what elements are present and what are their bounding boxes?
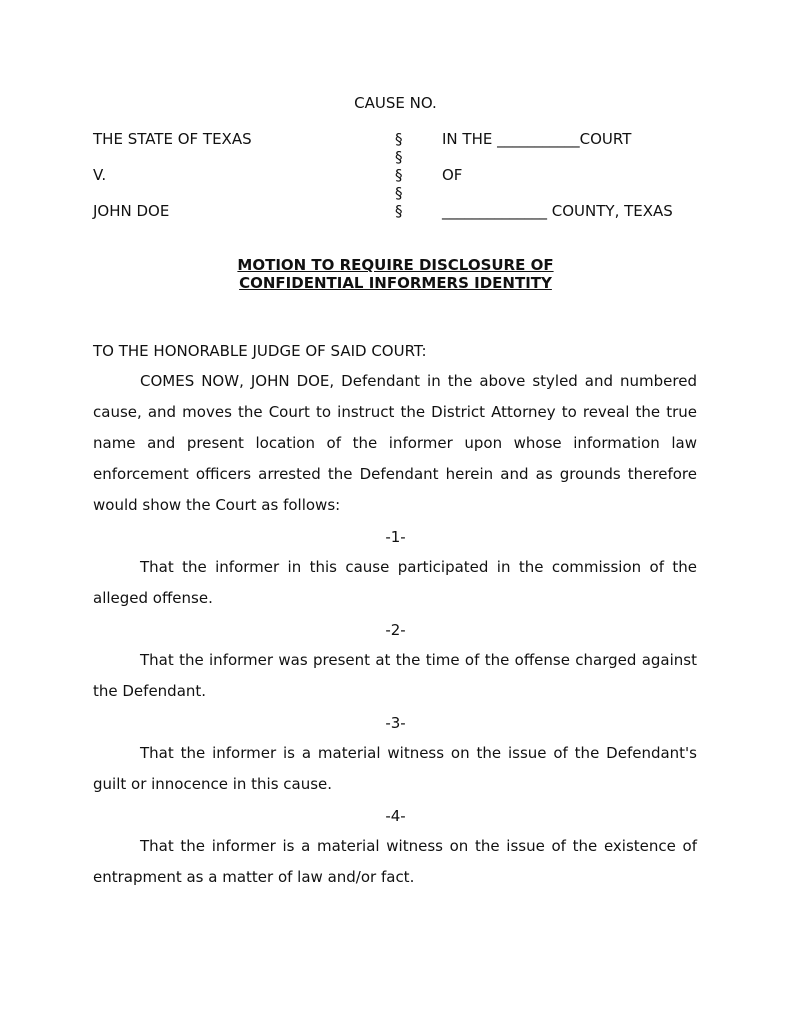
section-number-4: -4- [385,807,406,825]
section-number-2: -2- [385,621,406,639]
caption-versus: V. [93,166,107,184]
motion-title-line-1: MOTION TO REQUIRE DISCLOSURE OF [237,256,554,274]
section-number-1: -1- [385,528,406,546]
caption-court: IN THE ___________COURT [442,130,632,148]
section-symbol: § [395,166,403,184]
caption-of: OF [442,166,463,184]
section-paragraph-4: That the informer is a material witness on the issue of the existence of entrapment as a matter of law and/or fact. [93,837,697,886]
section-symbol: § [395,130,403,148]
intro-paragraph: COMES NOW, JOHN DOE, Defendant in the above styled and numbered cause, and moves the Court to instruct the District Attorney to reveal the true name and present location of the informer upon whose information law enforcement officers arrested the Defendant herein and as grounds therefore would show the Court as follows: [93,372,697,514]
cause-number: CAUSE NO. [354,94,437,112]
section-number-3: -3- [385,714,406,732]
section-paragraph-3: That the informer is a material witness on the issue of the Defendant's guilt or innocence in this cause. [93,744,697,793]
section-paragraph-1: That the informer in this cause participated in the commission of the alleged offense. [93,558,697,607]
section-symbol: § [395,148,403,166]
section-symbol: § [395,202,403,220]
section-symbol: § [395,184,403,202]
caption-plaintiff: THE STATE OF TEXAS [93,130,252,148]
section-paragraph-2: That the informer was present at the time of the offense charged against the Defendant. [93,651,697,700]
salutation: TO THE HONORABLE JUDGE OF SAID COURT: [93,342,427,360]
motion-title-line-2: CONFIDENTIAL INFORMERS IDENTITY [239,274,552,292]
caption-defendant: JOHN DOE [93,202,170,220]
caption-county: ______________ COUNTY, TEXAS [442,202,673,220]
